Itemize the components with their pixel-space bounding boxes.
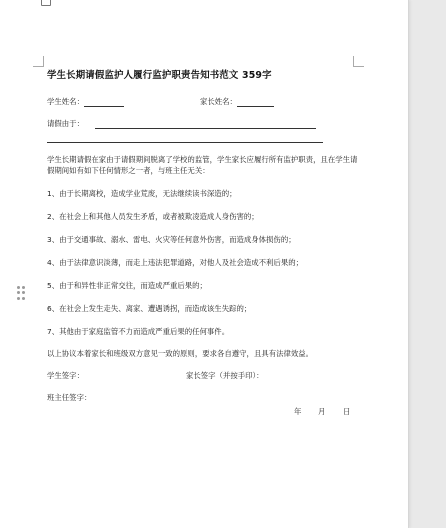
teacher-signature-label: 班主任签字： (47, 393, 92, 402)
document-body[interactable] (47, 70, 359, 417)
date-day: 日 (343, 407, 351, 416)
list-item-2: 2、在社会上和其他人员发生矛盾，或者被欺凌造成人身伤害的； (47, 212, 259, 221)
list-item-6: 6、在社会上发生走失、离家、遭遇诱拐，而造成该生失踪的； (47, 304, 252, 313)
crop-mark-top-left (33, 56, 44, 67)
crop-mark-top-right (353, 56, 364, 67)
list-item-1: 1、由于长期离校，造成学业荒废，无法继续读书深造的； (47, 189, 237, 198)
student-signature-label: 学生签字： (47, 371, 84, 380)
parent-signature-label: 家长签字（并按手印）： (185, 371, 264, 380)
student-name-blank[interactable] (84, 97, 124, 107)
student-name-label: 学生姓名： (47, 97, 84, 106)
closing-paragraph: 以上协议本着家长和班级双方意见一致的原则，要求各自遵守，且具有法律效益。 (47, 349, 314, 358)
checkbox-icon[interactable] (41, 0, 51, 6)
list-item-7: 7、其他由于家庭监管不力而造成严重后果的任何事件。 (47, 327, 230, 336)
leave-reason-row (47, 118, 359, 129)
date-row (47, 406, 359, 417)
document-title: 学生长期请假监护人履行监护职责告知书范文 359字 (47, 70, 272, 81)
teacher-signature-row (47, 392, 359, 403)
date-year: 年 (294, 407, 302, 416)
leave-reason-blank-line-2[interactable] (47, 142, 323, 143)
list-item-3: 3、由于交通事故、溺水、雷电、火灾等任何意外伤害，而造成身体损伤的； (47, 235, 296, 244)
list-item-4: 4、由于法律意识淡薄，而走上违法犯罪道路，对他人及社会造成不利后果的； (47, 258, 303, 267)
parent-name-label: 家长姓名： (199, 97, 237, 106)
signature-row (47, 370, 359, 381)
parent-name-blank[interactable] (237, 97, 274, 107)
leave-reason-label: 请假由于： (47, 119, 84, 128)
name-row (47, 96, 359, 107)
drag-handle-icon[interactable] (17, 286, 25, 300)
date-month: 月 (318, 407, 326, 416)
leave-reason-blank[interactable] (95, 119, 316, 129)
intro-paragraph: 学生长期请假在家由于请假期间脱离了学校的监管，学生家长应履行所有监护职责，且在学生请假期间如有如下任何情形之一者，与班主任无关： (47, 155, 358, 175)
list-item-5: 5、由于和异性非正常交往，而造成严重后果的； (47, 281, 207, 290)
